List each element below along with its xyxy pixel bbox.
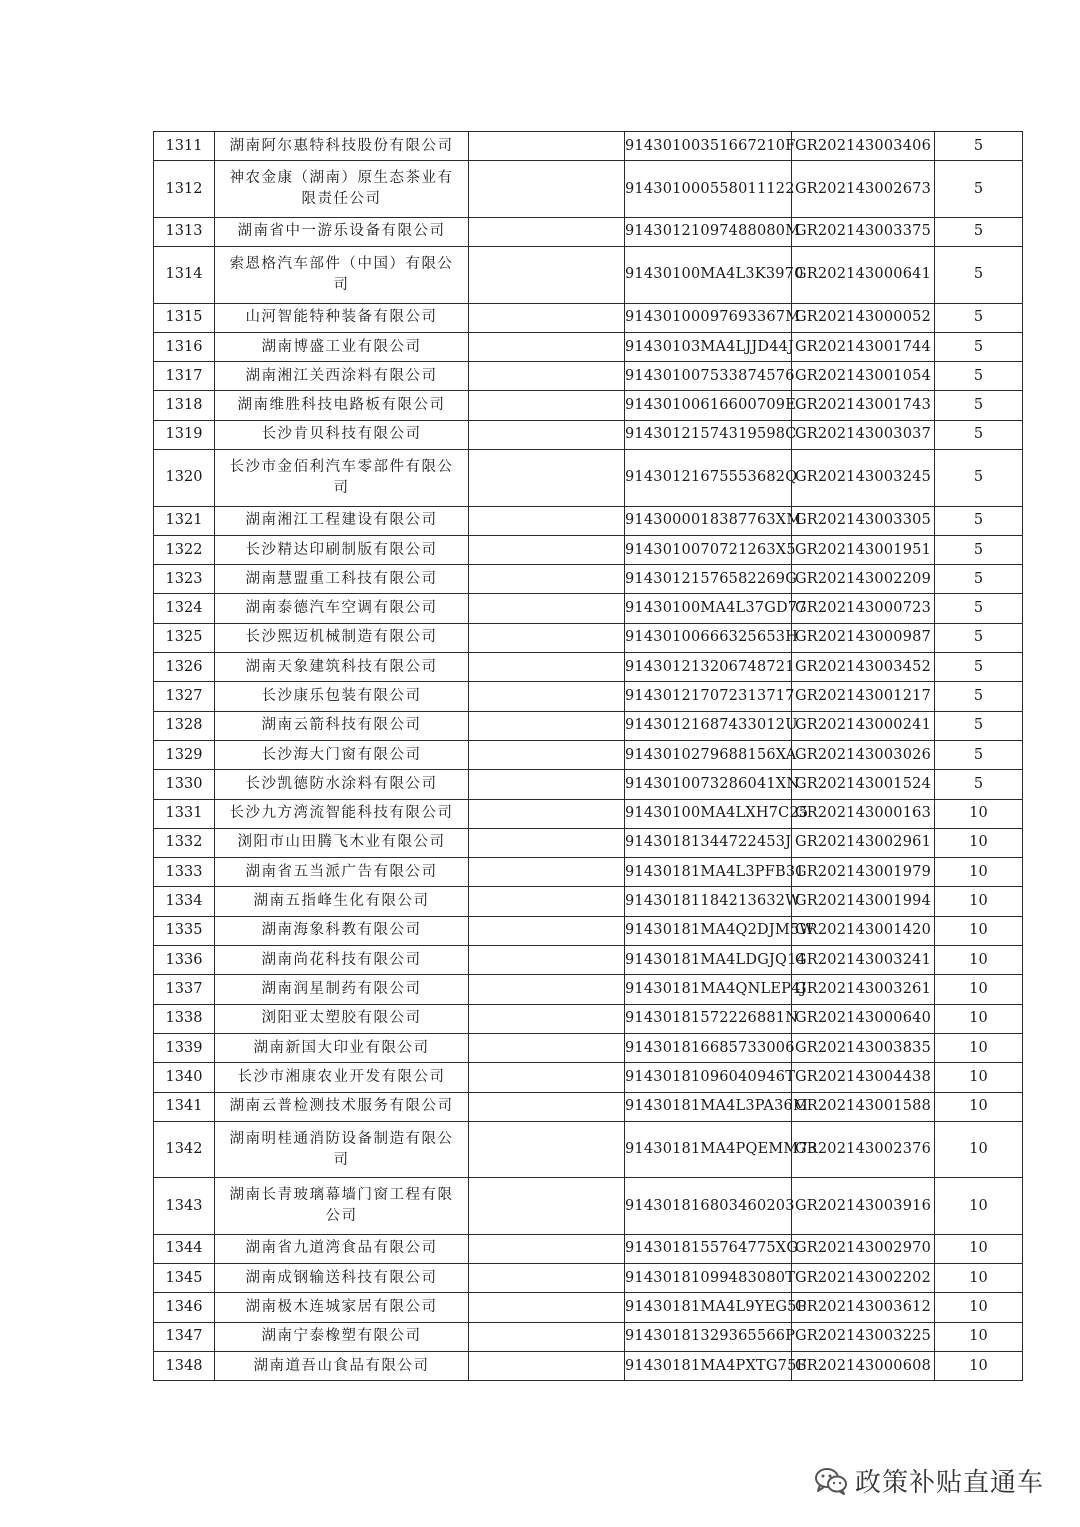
blank-cell [469, 623, 625, 652]
subsidy-amount: 10 [935, 946, 1023, 975]
company-name: 湖南尚花科技有限公司 [215, 946, 469, 975]
company-name: 湖南新国大印业有限公司 [215, 1033, 469, 1062]
certificate-number: GR202143002961 [792, 828, 935, 857]
table-row [154, 506, 1023, 535]
company-name: 长沙肯贝科技有限公司 [215, 420, 469, 449]
credit-code: 91430181MA4L3PA36M [625, 1092, 792, 1121]
certificate-number: GR202143001217 [792, 682, 935, 711]
company-name: 湖南维胜科技电路板有限公司 [215, 391, 469, 420]
credit-code: 91430121675553682Q [625, 450, 792, 507]
certificate-number: GR202143002202 [792, 1264, 935, 1293]
credit-code: 914301213206748721 [625, 653, 792, 682]
subsidy-amount: 5 [935, 332, 1023, 361]
row-number: 1323 [154, 565, 215, 594]
row-number: 1322 [154, 535, 215, 564]
company-name: 长沙凯德防水涂料有限公司 [215, 770, 469, 799]
row-number: 1335 [154, 916, 215, 945]
blank-cell [469, 535, 625, 564]
credit-code: 914301217072313717 [625, 682, 792, 711]
company-name: 湖南泰德汽车空调有限公司 [215, 594, 469, 623]
subsidy-amount: 5 [935, 535, 1023, 564]
company-name: 湖南极木连城家居有限公司 [215, 1293, 469, 1322]
subsidy-amount: 5 [935, 682, 1023, 711]
company-name: 浏阳市山田腾飞木业有限公司 [215, 828, 469, 857]
subsidy-amount: 10 [935, 1004, 1023, 1033]
row-number: 1339 [154, 1033, 215, 1062]
table-row [154, 711, 1023, 740]
certificate-number: GR202143001743 [792, 391, 935, 420]
certificate-number: GR202143003916 [792, 1178, 935, 1235]
subsidy-amount: 10 [935, 1322, 1023, 1351]
certificate-number: GR202143000987 [792, 623, 935, 652]
table-row [154, 1121, 1023, 1178]
subsidy-amount: 5 [935, 770, 1023, 799]
row-number: 1340 [154, 1063, 215, 1092]
blank-cell [469, 332, 625, 361]
blank-cell [469, 1293, 625, 1322]
row-number: 1315 [154, 303, 215, 332]
blank-cell [469, 653, 625, 682]
blank-cell [469, 711, 625, 740]
table-row [154, 887, 1023, 916]
subsidy-amount: 10 [935, 828, 1023, 857]
certificate-number: GR202143002673 [792, 161, 935, 218]
blank-cell [469, 1092, 625, 1121]
subsidy-amount: 10 [935, 1234, 1023, 1263]
table-row [154, 450, 1023, 507]
credit-code: 91430181344722453J [625, 828, 792, 857]
certificate-number: GR202143003612 [792, 1293, 935, 1322]
company-name: 长沙市金佰利汽车零部件有限公司 [215, 450, 469, 507]
subsidy-amount: 5 [935, 362, 1023, 391]
wechat-icon [813, 1466, 849, 1496]
row-number: 1320 [154, 450, 215, 507]
table-row [154, 828, 1023, 857]
certificate-number: GR202143003261 [792, 975, 935, 1004]
credit-code: 91430181MA4QNLEP4J [625, 975, 792, 1004]
row-number: 1329 [154, 740, 215, 769]
table-row [154, 1352, 1023, 1381]
company-name: 长沙海大门窗有限公司 [215, 740, 469, 769]
blank-cell [469, 1063, 625, 1092]
table-row [154, 916, 1023, 945]
certificate-number: GR202143001979 [792, 858, 935, 887]
blank-cell [469, 740, 625, 769]
blank-cell [469, 916, 625, 945]
certificate-number: GR202143003375 [792, 217, 935, 246]
certificate-number: GR202143001420 [792, 916, 935, 945]
credit-code: 91430181096040946T [625, 1063, 792, 1092]
table-row [154, 1063, 1023, 1092]
table-row [154, 132, 1023, 161]
company-name: 湖南省五当派广告有限公司 [215, 858, 469, 887]
subsidy-amount: 5 [935, 420, 1023, 449]
subsidy-amount: 5 [935, 565, 1023, 594]
company-name: 湖南云普检测技术服务有限公司 [215, 1092, 469, 1121]
subsidy-amount: 5 [935, 740, 1023, 769]
blank-cell [469, 682, 625, 711]
company-name: 长沙熙迈机械制造有限公司 [215, 623, 469, 652]
table-row [154, 653, 1023, 682]
certificate-number: GR202143001744 [792, 332, 935, 361]
certificate-number: GR202143001524 [792, 770, 935, 799]
blank-cell [469, 1322, 625, 1351]
row-number: 1346 [154, 1293, 215, 1322]
credit-code: 91430181MA4L9YEG5P [625, 1293, 792, 1322]
company-name: 湖南成钢输送科技有限公司 [215, 1264, 469, 1293]
company-name: 湖南省九道湾食品有限公司 [215, 1234, 469, 1263]
row-number: 1328 [154, 711, 215, 740]
company-name: 湖南五指峰生化有限公司 [215, 887, 469, 916]
blank-cell [469, 450, 625, 507]
blank-cell [469, 420, 625, 449]
subsidy-amount: 10 [935, 1352, 1023, 1381]
credit-code: 91430181MA4LDGJQ14 [625, 946, 792, 975]
company-name: 长沙市湘康农业开发有限公司 [215, 1063, 469, 1092]
table-row [154, 362, 1023, 391]
certificate-number: GR202143000241 [792, 711, 935, 740]
table-row [154, 391, 1023, 420]
certificate-number: GR202143002376 [792, 1121, 935, 1178]
credit-code: 91430100097693367M [625, 303, 792, 332]
table-row [154, 1234, 1023, 1263]
credit-code: 91430181MA4PQEMM73 [625, 1121, 792, 1178]
blank-cell [469, 946, 625, 975]
subsidy-amount: 5 [935, 161, 1023, 218]
company-name: 湖南宁泰橡塑有限公司 [215, 1322, 469, 1351]
certificate-number: GR202143004438 [792, 1063, 935, 1092]
row-number: 1312 [154, 161, 215, 218]
table-row [154, 535, 1023, 564]
row-number: 1342 [154, 1121, 215, 1178]
table-row [154, 1264, 1023, 1293]
subsidy-amount: 5 [935, 391, 1023, 420]
credit-code: 9143000018387763XM [625, 506, 792, 535]
credit-code: 91430121574319598C [625, 420, 792, 449]
blank-cell [469, 132, 625, 161]
row-number: 1337 [154, 975, 215, 1004]
blank-cell [469, 887, 625, 916]
credit-code: 91430181MA4L3PFB31 [625, 858, 792, 887]
blank-cell [469, 161, 625, 218]
certificate-number: GR202143002209 [792, 565, 935, 594]
credit-code: 91430181099483080T [625, 1264, 792, 1293]
table-row [154, 682, 1023, 711]
row-number: 1347 [154, 1322, 215, 1351]
credit-code: 91430181572226881N [625, 1004, 792, 1033]
certificate-number: GR202143001951 [792, 535, 935, 564]
credit-code: 91430100MA4L3K3970 [625, 247, 792, 304]
row-number: 1330 [154, 770, 215, 799]
row-number: 1332 [154, 828, 215, 857]
certificate-number: GR202143003406 [792, 132, 935, 161]
subsidy-amount: 5 [935, 450, 1023, 507]
row-number: 1321 [154, 506, 215, 535]
subsidy-amount: 5 [935, 506, 1023, 535]
certificate-number: GR202143000723 [792, 594, 935, 623]
table-row [154, 247, 1023, 304]
row-number: 1316 [154, 332, 215, 361]
blank-cell [469, 362, 625, 391]
certificate-number: GR202143001588 [792, 1092, 935, 1121]
blank-cell [469, 506, 625, 535]
credit-code: 9143018155764775XG [625, 1234, 792, 1263]
watermark-text: 政策补贴直通车 [854, 1468, 1044, 1498]
certificate-number: GR202143003241 [792, 946, 935, 975]
subsidy-amount: 10 [935, 1063, 1023, 1092]
table-row [154, 1322, 1023, 1351]
company-name: 长沙精达印刷制版有限公司 [215, 535, 469, 564]
credit-code: 91430181MA4Q2DJM5W [625, 916, 792, 945]
certificate-number: GR202143000640 [792, 1004, 935, 1033]
company-name: 山河智能特种装备有限公司 [215, 303, 469, 332]
row-number: 1331 [154, 799, 215, 828]
credit-code: 9143010279688156XA [625, 740, 792, 769]
company-list-table [153, 131, 1023, 1381]
blank-cell [469, 858, 625, 887]
row-number: 1338 [154, 1004, 215, 1033]
row-number: 1345 [154, 1264, 215, 1293]
table-row [154, 332, 1023, 361]
credit-code: 91430100MA4L37GD77 [625, 594, 792, 623]
row-number: 1326 [154, 653, 215, 682]
subsidy-amount: 5 [935, 623, 1023, 652]
row-number: 1336 [154, 946, 215, 975]
row-number: 1317 [154, 362, 215, 391]
subsidy-amount: 5 [935, 132, 1023, 161]
subsidy-amount: 5 [935, 711, 1023, 740]
row-number: 1318 [154, 391, 215, 420]
row-number: 1343 [154, 1178, 215, 1235]
blank-cell [469, 1033, 625, 1062]
company-name: 神农金康（湖南）原生态茶业有限责任公司 [215, 161, 469, 218]
blank-cell [469, 1352, 625, 1381]
table-row [154, 770, 1023, 799]
certificate-number: GR202143000608 [792, 1352, 935, 1381]
table-row [154, 740, 1023, 769]
subsidy-amount: 10 [935, 1121, 1023, 1178]
certificate-number: GR202143003305 [792, 506, 935, 535]
blank-cell [469, 391, 625, 420]
table-row [154, 623, 1023, 652]
company-name: 湖南道吾山食品有限公司 [215, 1352, 469, 1381]
subsidy-amount: 5 [935, 653, 1023, 682]
credit-code: 914301816803460203 [625, 1178, 792, 1235]
blank-cell [469, 975, 625, 1004]
table-row [154, 420, 1023, 449]
table-row [154, 799, 1023, 828]
certificate-number: GR202143003835 [792, 1033, 935, 1062]
table-row [154, 303, 1023, 332]
row-number: 1344 [154, 1234, 215, 1263]
row-number: 1311 [154, 132, 215, 161]
company-name: 湖南博盛工业有限公司 [215, 332, 469, 361]
credit-code: 91430100616600709E [625, 391, 792, 420]
certificate-number: GR202143003026 [792, 740, 935, 769]
subsidy-amount: 5 [935, 303, 1023, 332]
subsidy-amount: 10 [935, 1293, 1023, 1322]
company-name: 索恩格汽车部件（中国）有限公司 [215, 247, 469, 304]
company-name: 湖南润星制药有限公司 [215, 975, 469, 1004]
table-row [154, 565, 1023, 594]
credit-code: 91430181184213632W [625, 887, 792, 916]
company-name: 湖南长青玻璃幕墙门窗工程有限公司 [215, 1178, 469, 1235]
subsidy-amount: 10 [935, 916, 1023, 945]
subsidy-amount: 10 [935, 799, 1023, 828]
table-row [154, 975, 1023, 1004]
row-number: 1341 [154, 1092, 215, 1121]
blank-cell [469, 303, 625, 332]
company-name: 湖南湘江关西涂料有限公司 [215, 362, 469, 391]
blank-cell [469, 565, 625, 594]
blank-cell [469, 828, 625, 857]
credit-code: 914301000558011122 [625, 161, 792, 218]
table-row [154, 858, 1023, 887]
table-row [154, 594, 1023, 623]
company-name: 湖南省中一游乐设备有限公司 [215, 217, 469, 246]
table-row [154, 1293, 1023, 1322]
row-number: 1313 [154, 217, 215, 246]
credit-code: 91430181329365566P [625, 1322, 792, 1351]
blank-cell [469, 1121, 625, 1178]
company-name: 湖南明桂通消防设备制造有限公司 [215, 1121, 469, 1178]
table-row [154, 1092, 1023, 1121]
blank-cell [469, 247, 625, 304]
blank-cell [469, 799, 625, 828]
subsidy-amount: 10 [935, 975, 1023, 1004]
credit-code: 914301816685733006 [625, 1033, 792, 1062]
subsidy-amount: 5 [935, 594, 1023, 623]
credit-code: 91430100MA4LXH7C25 [625, 799, 792, 828]
table-row [154, 161, 1023, 218]
certificate-number: GR202143001054 [792, 362, 935, 391]
credit-code: 91430121687433012U [625, 711, 792, 740]
row-number: 1333 [154, 858, 215, 887]
certificate-number: GR202143001994 [792, 887, 935, 916]
credit-code: 914301007533874576 [625, 362, 792, 391]
company-name: 湖南阿尔惠特科技股份有限公司 [215, 132, 469, 161]
certificate-number: GR202143000641 [792, 247, 935, 304]
row-number: 1334 [154, 887, 215, 916]
table-row [154, 217, 1023, 246]
company-name: 浏阳亚太塑胶有限公司 [215, 1004, 469, 1033]
credit-code: 9143010073286041XN [625, 770, 792, 799]
blank-cell [469, 1234, 625, 1263]
blank-cell [469, 1178, 625, 1235]
subsidy-amount: 10 [935, 1178, 1023, 1235]
table-row [154, 1033, 1023, 1062]
blank-cell [469, 594, 625, 623]
credit-code: 91430100351667210F [625, 132, 792, 161]
watermark [813, 1462, 1044, 1499]
credit-code: 91430181MA4PXTG75F [625, 1352, 792, 1381]
subsidy-amount: 5 [935, 217, 1023, 246]
credit-code: 91430121576582269G [625, 565, 792, 594]
subsidy-amount: 5 [935, 247, 1023, 304]
credit-code: 91430121097488080M [625, 217, 792, 246]
table-body [154, 132, 1023, 1381]
certificate-number: GR202143002970 [792, 1234, 935, 1263]
certificate-number: GR202143003225 [792, 1322, 935, 1351]
subsidy-amount: 10 [935, 1033, 1023, 1062]
company-name: 湖南海象科教有限公司 [215, 916, 469, 945]
row-number: 1314 [154, 247, 215, 304]
certificate-number: GR202143003245 [792, 450, 935, 507]
subsidy-amount: 10 [935, 887, 1023, 916]
row-number: 1327 [154, 682, 215, 711]
company-name: 长沙康乐包装有限公司 [215, 682, 469, 711]
row-number: 1325 [154, 623, 215, 652]
credit-code: 9143010070721263X5 [625, 535, 792, 564]
company-name: 湖南湘江工程建设有限公司 [215, 506, 469, 535]
company-name: 湖南天象建筑科技有限公司 [215, 653, 469, 682]
table-row [154, 1004, 1023, 1033]
certificate-number: GR202143003452 [792, 653, 935, 682]
subsidy-amount: 10 [935, 858, 1023, 887]
blank-cell [469, 1004, 625, 1033]
blank-cell [469, 770, 625, 799]
table-row [154, 946, 1023, 975]
row-number: 1324 [154, 594, 215, 623]
table-row [154, 1178, 1023, 1235]
row-number: 1319 [154, 420, 215, 449]
subsidy-amount: 10 [935, 1092, 1023, 1121]
company-name: 湖南慧盟重工科技有限公司 [215, 565, 469, 594]
blank-cell [469, 1264, 625, 1293]
credit-code: 91430100666325653H [625, 623, 792, 652]
certificate-number: GR202143000052 [792, 303, 935, 332]
subsidy-amount: 10 [935, 1264, 1023, 1293]
credit-code: 91430103MA4LJJD44J [625, 332, 792, 361]
certificate-number: GR202143000163 [792, 799, 935, 828]
blank-cell [469, 217, 625, 246]
company-name: 长沙九方湾流智能科技有限公司 [215, 799, 469, 828]
certificate-number: GR202143003037 [792, 420, 935, 449]
company-name: 湖南云箭科技有限公司 [215, 711, 469, 740]
row-number: 1348 [154, 1352, 215, 1381]
